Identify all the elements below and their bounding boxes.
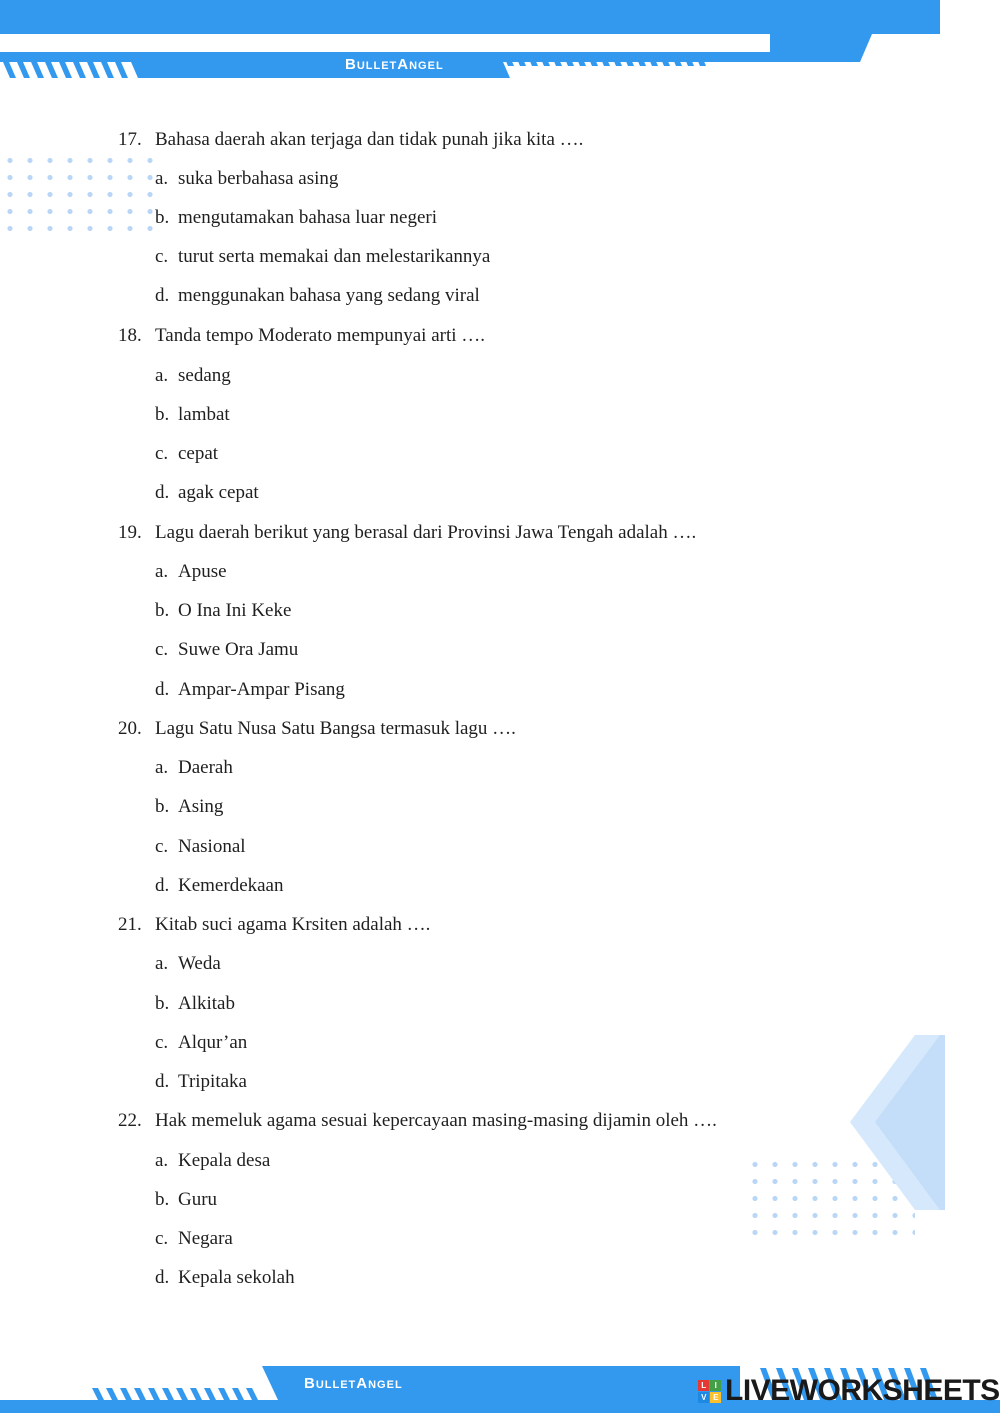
header-graphic bbox=[0, 0, 1000, 80]
question-number: 21. bbox=[118, 914, 142, 935]
question-text: Kitab suci agama Krsiten adalah …. bbox=[155, 914, 431, 935]
option-text: menggunakan bahasa yang sedang viral bbox=[178, 285, 480, 306]
header-brand: BulletAngel bbox=[345, 56, 444, 73]
option-letter: a. bbox=[155, 757, 169, 778]
option-letter: b. bbox=[155, 600, 170, 621]
option-letter: c. bbox=[155, 639, 169, 660]
option-20d bbox=[155, 875, 284, 897]
option-20c bbox=[155, 836, 246, 858]
option-21c bbox=[155, 1032, 247, 1054]
option-letter: b. bbox=[155, 993, 170, 1014]
option-20a bbox=[155, 757, 233, 779]
question-21 bbox=[118, 914, 430, 936]
option-text: agak cepat bbox=[178, 482, 259, 503]
option-text: Daerah bbox=[178, 757, 233, 778]
option-letter: b. bbox=[155, 796, 170, 817]
option-17a bbox=[155, 168, 338, 190]
option-letter: c. bbox=[155, 443, 169, 464]
option-17b bbox=[155, 207, 437, 229]
option-letter: a. bbox=[155, 953, 169, 974]
option-letter: d. bbox=[155, 285, 170, 306]
logo-letter: L bbox=[698, 1380, 709, 1391]
question-text: Lagu daerah berikut yang berasal dari Provinsi Jawa Tengah adalah …. bbox=[155, 522, 697, 543]
logo-letter: V bbox=[698, 1392, 709, 1403]
option-letter: d. bbox=[155, 1071, 170, 1092]
logo-letter: E bbox=[710, 1392, 721, 1403]
option-text: mengutamakan bahasa luar negeri bbox=[178, 207, 438, 228]
option-22d bbox=[155, 1267, 295, 1289]
option-text: Kepala sekolah bbox=[178, 1267, 295, 1288]
option-letter: c. bbox=[155, 1228, 169, 1249]
option-text: Alqur’an bbox=[178, 1032, 248, 1053]
question-number: 19. bbox=[118, 522, 142, 543]
option-19c bbox=[155, 639, 298, 661]
option-letter: c. bbox=[155, 246, 169, 267]
option-letter: a. bbox=[155, 561, 169, 582]
option-18c bbox=[155, 443, 218, 465]
option-17c bbox=[155, 246, 490, 268]
dots-decoration-top bbox=[0, 152, 155, 238]
option-letter: b. bbox=[155, 207, 170, 228]
option-text: Weda bbox=[178, 953, 221, 974]
liveworksheets-watermark bbox=[698, 1374, 1000, 1408]
option-letter: a. bbox=[155, 168, 169, 189]
option-22b bbox=[155, 1189, 217, 1211]
option-19d bbox=[155, 679, 345, 701]
option-letter: b. bbox=[155, 1189, 170, 1210]
option-letter: d. bbox=[155, 875, 170, 896]
option-text: Ampar-Ampar Pisang bbox=[178, 679, 345, 700]
option-text: cepat bbox=[178, 443, 219, 464]
option-text: Asing bbox=[178, 796, 224, 817]
chevron-decoration-icon bbox=[820, 1030, 945, 1215]
option-17d bbox=[155, 285, 480, 307]
question-text: Lagu Satu Nusa Satu Bangsa termasuk lagu …. bbox=[155, 718, 516, 739]
liveworksheets-logo-icon bbox=[698, 1380, 721, 1403]
watermark-text: LIVEWORKSHEETS bbox=[725, 1374, 1000, 1407]
question-text: Bahasa daerah akan terjaga dan tidak punah jika kita …. bbox=[155, 129, 584, 150]
option-text: Kepala desa bbox=[178, 1150, 271, 1171]
option-letter: c. bbox=[155, 1032, 169, 1053]
question-number: 17. bbox=[118, 129, 142, 150]
option-letter: b. bbox=[155, 404, 170, 425]
question-text: Tanda tempo Moderato mempunyai arti …. bbox=[155, 325, 486, 346]
option-letter: d. bbox=[155, 679, 170, 700]
option-text: Nasional bbox=[178, 836, 246, 857]
option-text: Negara bbox=[178, 1228, 233, 1249]
option-text: turut serta memakai dan melestarikannya bbox=[178, 246, 491, 267]
option-18d bbox=[155, 482, 259, 504]
logo-letter: I bbox=[710, 1380, 721, 1391]
option-letter: c. bbox=[155, 836, 169, 857]
option-letter: a. bbox=[155, 365, 169, 386]
option-text: Kemerdekaan bbox=[178, 875, 284, 896]
option-letter: a. bbox=[155, 1150, 169, 1171]
option-text: Apuse bbox=[178, 561, 227, 582]
option-21d bbox=[155, 1071, 247, 1093]
option-text: sedang bbox=[178, 365, 231, 386]
option-22a bbox=[155, 1150, 270, 1172]
option-19b bbox=[155, 600, 291, 622]
option-text: Tripitaka bbox=[178, 1071, 247, 1092]
question-number: 18. bbox=[118, 325, 142, 346]
question-number: 22. bbox=[118, 1110, 142, 1131]
question-18 bbox=[118, 325, 485, 347]
question-text: Hak memeluk agama sesuai kepercayaan masing-masing dijamin oleh …. bbox=[155, 1110, 717, 1131]
option-22c bbox=[155, 1228, 233, 1250]
header-banner bbox=[0, 0, 1000, 80]
footer-brand: BulletAngel bbox=[304, 1375, 403, 1392]
option-text: lambat bbox=[178, 404, 230, 425]
question-19 bbox=[118, 522, 696, 544]
question-22 bbox=[118, 1110, 717, 1132]
option-letter: d. bbox=[155, 482, 170, 503]
option-18a bbox=[155, 365, 231, 387]
option-21b bbox=[155, 993, 235, 1015]
question-20 bbox=[118, 718, 516, 740]
option-20b bbox=[155, 796, 223, 818]
option-19a bbox=[155, 561, 227, 583]
option-text: Alkitab bbox=[178, 993, 235, 1014]
option-text: suka berbahasa asing bbox=[178, 168, 339, 189]
option-text: Guru bbox=[178, 1189, 218, 1210]
question-17 bbox=[118, 129, 583, 151]
option-21a bbox=[155, 953, 221, 975]
option-letter: d. bbox=[155, 1267, 170, 1288]
option-text: Suwe Ora Jamu bbox=[178, 639, 299, 660]
option-text: O Ina Ini Keke bbox=[178, 600, 292, 621]
option-18b bbox=[155, 404, 230, 426]
question-number: 20. bbox=[118, 718, 142, 739]
